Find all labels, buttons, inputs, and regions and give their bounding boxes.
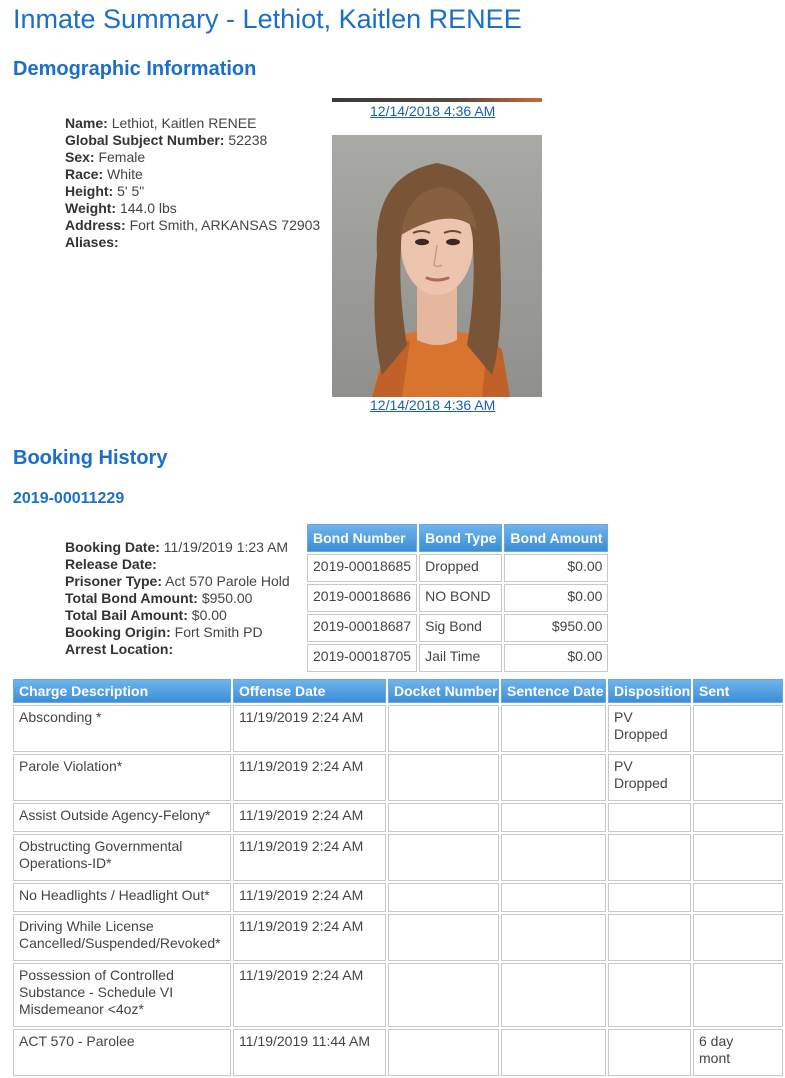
photo-date-link-2[interactable]: 12/14/2018 4:36 AM [370,397,496,413]
table-row [307,584,608,612]
sentence [693,883,783,912]
charge-description: Assist Outside Agency-Felony* [13,803,231,832]
disposition [608,883,691,912]
disposition [608,834,691,881]
charge-description-header[interactable]: Charge Description [13,679,231,703]
sentence [693,834,783,881]
total-bond-field: Total Bond Amount: $950.00 [65,590,253,606]
disposition: PV Dropped [608,705,691,752]
race-field: Race: White [65,166,143,182]
sentence: 6 day mont [693,1029,783,1076]
sentence-date [501,914,606,961]
offense-date: 11/19/2019 2:24 AM [233,883,386,912]
subject-number-field: Global Subject Number: 52238 [65,132,268,148]
bond-number: 2019-00018687 [307,614,417,642]
bond-type: NO BOND [419,584,502,612]
aliases-field: Aliases: [65,234,119,250]
table-row [307,554,608,582]
address-field: Address: Fort Smith, ARKANSAS 72903 [65,217,321,233]
bond-type: Jail Time [419,644,502,672]
table-row [13,1029,783,1076]
offense-date: 11/19/2019 2:24 AM [233,834,386,881]
table-row [307,644,608,672]
table-row [13,803,783,832]
bond-amount: $0.00 [504,554,608,582]
table-row [307,614,608,642]
docket-number [388,754,499,801]
mugshot-illustration [332,135,542,397]
bond-number: 2019-00018705 [307,644,417,672]
offense-date: 11/19/2019 2:24 AM [233,914,386,961]
bond-amount-header[interactable]: Bond Amount [504,524,608,552]
sentence [693,803,783,832]
release-date-field: Release Date: [65,556,157,572]
docket-number [388,914,499,961]
table-row [13,834,783,881]
height-field: Height: 5' 5" [65,183,145,199]
disposition [608,1029,691,1076]
offense-date-header[interactable]: Offense Date [233,679,386,703]
sentence-date [501,834,606,881]
bond-type: Dropped [419,554,502,582]
bond-amount: $950.00 [504,614,608,642]
sentence-date [501,1029,606,1076]
booking-date-field: Booking Date: 11/19/2019 1:23 AM [65,539,289,555]
bond-amount: $0.00 [504,584,608,612]
booking-number: 2019-00011229 [13,490,125,507]
weight-field: Weight: 144.0 lbs [65,200,177,216]
photo-date-link-1[interactable]: 12/14/2018 4:36 AM [370,103,496,119]
charge-table [11,677,785,1078]
bond-amount: $0.00 [504,644,608,672]
charge-description: ACT 570 - Parolee [13,1029,231,1076]
offense-date: 11/19/2019 2:24 AM [233,754,386,801]
offense-date: 11/19/2019 2:24 AM [233,963,386,1027]
disposition [608,914,691,961]
mugshot-photo[interactable] [332,135,542,397]
charge-description: Parole Violation* [13,754,231,801]
offense-date: 11/19/2019 2:24 AM [233,803,386,832]
sentence [693,705,783,752]
offense-date: 11/19/2019 11:44 AM [233,1029,386,1076]
sentence-date [501,754,606,801]
bond-number: 2019-00018686 [307,584,417,612]
demographic-info [65,115,320,251]
previous-photo-edge [332,98,542,102]
bond-header-row [307,524,608,552]
sentence-date-header[interactable]: Sentence Date [501,679,606,703]
bond-table [305,522,610,674]
disposition-header[interactable]: Disposition [608,679,691,703]
booking-info [65,539,290,658]
prisoner-type-field: Prisoner Type: Act 570 Parole Hold [65,573,290,589]
disposition: PV Dropped [608,754,691,801]
docket-number [388,834,499,881]
docket-number-header[interactable]: Docket Number [388,679,499,703]
bond-type: Sig Bond [419,614,502,642]
table-row [13,754,783,801]
bond-type-header[interactable]: Bond Type [419,524,502,552]
docket-number [388,705,499,752]
table-row [13,914,783,961]
table-row [13,705,783,752]
bond-number: 2019-00018685 [307,554,417,582]
booking-history-heading: Booking History [13,447,168,469]
charge-description: Possession of Controlled Substance - Schedule VI Misdemeanor <4oz* [13,963,231,1027]
booking-origin-field: Booking Origin: Fort Smith PD [65,624,263,640]
charge-description: Obstructing Governmental Operations-ID* [13,834,231,881]
sentence-date [501,705,606,752]
offense-date: 11/19/2019 2:24 AM [233,705,386,752]
disposition [608,803,691,832]
table-row [13,963,783,1027]
charge-table-body [13,705,783,1076]
charge-description: No Headlights / Headlight Out* [13,883,231,912]
docket-number [388,963,499,1027]
sentence-date [501,883,606,912]
sentence [693,963,783,1027]
page-title: Inmate Summary - Lethiot, Kaitlen RENEE [13,4,522,34]
sentence-header[interactable]: Sent [693,679,783,703]
total-bail-field: Total Bail Amount: $0.00 [65,607,227,623]
charge-description: Absconding * [13,705,231,752]
sentence-date [501,803,606,832]
sentence [693,754,783,801]
bond-number-header[interactable]: Bond Number [307,524,417,552]
charge-description: Driving While License Cancelled/Suspended/Revoked* [13,914,231,961]
sentence [693,914,783,961]
docket-number [388,883,499,912]
sentence-date [501,963,606,1027]
name-field: Name: Lethiot, Kaitlen RENEE [65,115,257,131]
disposition [608,963,691,1027]
docket-number [388,803,499,832]
docket-number [388,1029,499,1076]
sex-field: Sex: Female [65,149,146,165]
table-row [13,883,783,912]
charge-header-row [13,679,783,703]
demographic-heading: Demographic Information [13,58,257,80]
arrest-location-field: Arrest Location: [65,641,174,657]
